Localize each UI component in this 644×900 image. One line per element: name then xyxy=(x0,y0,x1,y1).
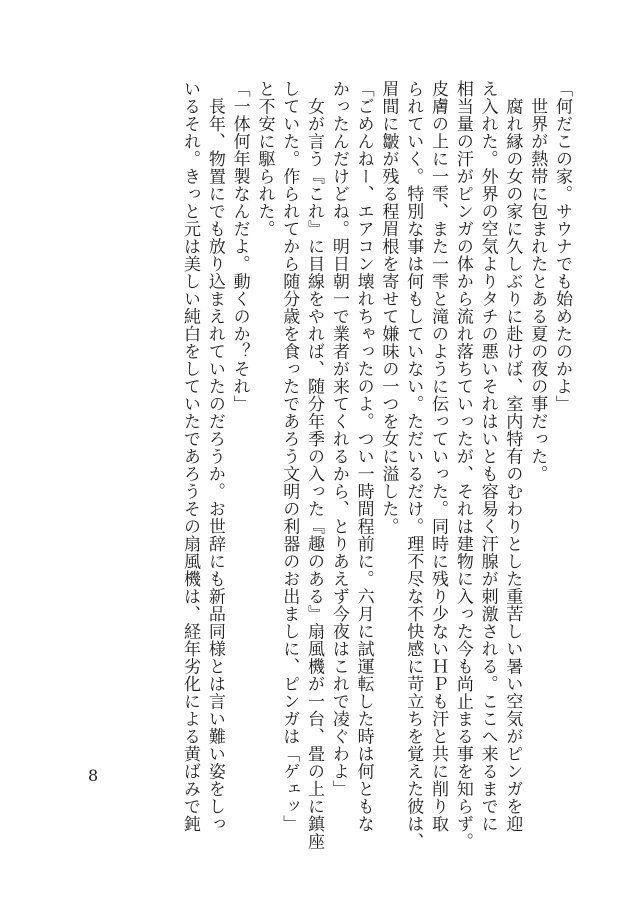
text-line: 皮膚の上に一雫、また一雫と滝のように伝っていった。同時に残り少ないＨＰも汗と共に削り取 xyxy=(428,80,449,833)
text-line: 相当量の汗がピンガの体から流れ落ちていったが、それは建物に入った今も尚止まる事を知らず。 xyxy=(452,80,473,850)
text-line: 「ごめんねー、エアコン壊れちゃったのよ。つい一時間程前に。六月に試運転した時は何ともな xyxy=(353,80,374,833)
text-line: 長年、物置にでも放り込まえれていたのだろうか。お世辞にも新品同様とは言い難い姿をしっ xyxy=(204,80,225,833)
text-line: 眉間に皺が残る程眉根を寄せて嫌味の一つを女に溢した。 xyxy=(378,80,399,535)
text-line: 「何だこの家。サウナでも始めたのかよ」 xyxy=(552,80,572,413)
vertical-text-body xyxy=(74,80,574,850)
text-line: 「一体何年製なんだよ。動くのか？それ」 xyxy=(229,80,250,413)
text-line: られていく。特別な事は何もしていない。ただいるだけ。理不尽な不快感に苛立ちを覚えた彼は、 xyxy=(403,80,424,850)
text-line: かったんだけどね。明日朝一で業者が来てくれるから、とりあえず今夜はこれで凌ぐわよ」 xyxy=(328,80,349,798)
text-line: いるそれ。きっと元は美しい純白をしていたであろうその扇風機は、経年劣化による黄ばみで鈍 xyxy=(180,80,201,833)
text-line: 女が言う『これ』に目線をやれば、随分年季の入った『趣のある』扇風機が一台、畳の上に鎮座 xyxy=(304,80,325,850)
text-line: していた。作られてから随分歳を食ったであろう文明の利器のお出ましに、ピンガは「ゲェッ」 xyxy=(279,80,300,833)
text-line: 腐れ縁の女の家に久しぶりに赴けば、室内特有のむわりとした重苦しい暑い空気がピンガを迎 xyxy=(502,80,523,833)
text-line: 世界が熱帯に包まれたとある夏の夜の事だった。 xyxy=(527,80,548,483)
text-line: と不安に駆られた。 xyxy=(254,80,275,238)
page-number: 8 xyxy=(88,766,99,785)
text-line: え入れた。外界の空気よりタチの悪いそれはいとも容易く汗腺が刺激される。ここへ来るまでに xyxy=(477,80,498,833)
